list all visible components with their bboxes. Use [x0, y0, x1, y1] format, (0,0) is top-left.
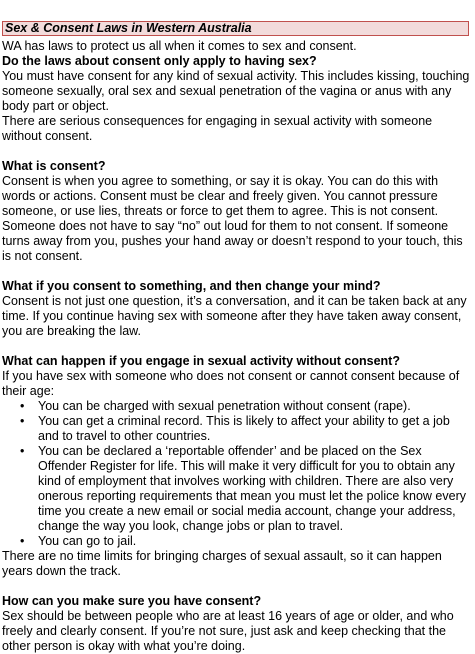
section-heading-apply: Do the laws about consent only apply to having sex? — [2, 54, 317, 68]
section-paragraph: You must have consent for any kind of sexual activity. This includes kissing, touching someone sexually, oral sex and sexual penetration of the vagina or anus with any body part or object. — [2, 69, 470, 113]
spacer — [2, 579, 470, 594]
list-item: • You can be charged with sexual penetration without consent (rape). — [2, 399, 470, 414]
section-paragraph: There are no time limits for bringing charges of sexual assault, so it can happen years down the track. — [2, 549, 442, 578]
spacer — [2, 264, 470, 279]
list-item: • You can get a criminal record. This is likely to affect your ability to get a job and to travel to other countries. — [2, 414, 470, 444]
section-heading-what-is-consent: What is consent? — [2, 159, 106, 173]
list-item: • You can be declared a ‘reportable offender’ and be placed on the Sex Offender Register for life. This will make it very difficult for you to obtain any kind of employment that involves working with children. There are also very onerous reporting requirements that mean you must let the police know every time you create a new email or social media account, change your address, change the way you look, change jobs or plan to travel. — [2, 444, 470, 534]
section-heading-consequences: What can happen if you engage in sexual activity without consent? — [2, 354, 400, 368]
document-body — [2, 39, 470, 654]
list-item: • You can go to jail. — [2, 534, 470, 549]
consequences-list — [2, 399, 470, 549]
section-paragraph: If you have sex with someone who does not consent or cannot consent because of their age: — [2, 369, 460, 398]
spacer — [2, 144, 470, 159]
section-paragraph: Consent is not just one question, it’s a conversation, and it can be taken back at any time. If you continue having sex with someone after they have taken away consent, you are breaking the law. — [2, 294, 467, 338]
section-paragraph: Consent is when you agree to something, or say it is okay. You can do this with words or actions. Consent must be clear and freely given. You cannot pressure someone, or use lies, threats or force to get them to agree. This is not consent. Someone does not have to say “no” out loud for them to not consent. If someone turns away from you, pushes your hand away or doesn’t respond to your touch, this is not consent. — [2, 174, 463, 263]
section-heading-change-mind: What if you consent to something, and then change your mind? — [2, 279, 381, 293]
section-paragraph: There are serious consequences for engaging in sexual activity with someone without consent. — [2, 114, 433, 143]
section-paragraph: Sex should be between people who are at least 16 years of age or older, and who freely and clearly consent. If you’re not sure, just ask and keep checking that the other person is okay with what you’re doing. — [2, 609, 454, 653]
intro-paragraph: WA has laws to protect us all when it comes to sex and consent. — [2, 39, 357, 53]
spacer — [2, 339, 470, 354]
page-title: Sex & Consent Laws in Western Australia — [2, 21, 469, 36]
section-heading-make-sure: How can you make sure you have consent? — [2, 594, 262, 608]
